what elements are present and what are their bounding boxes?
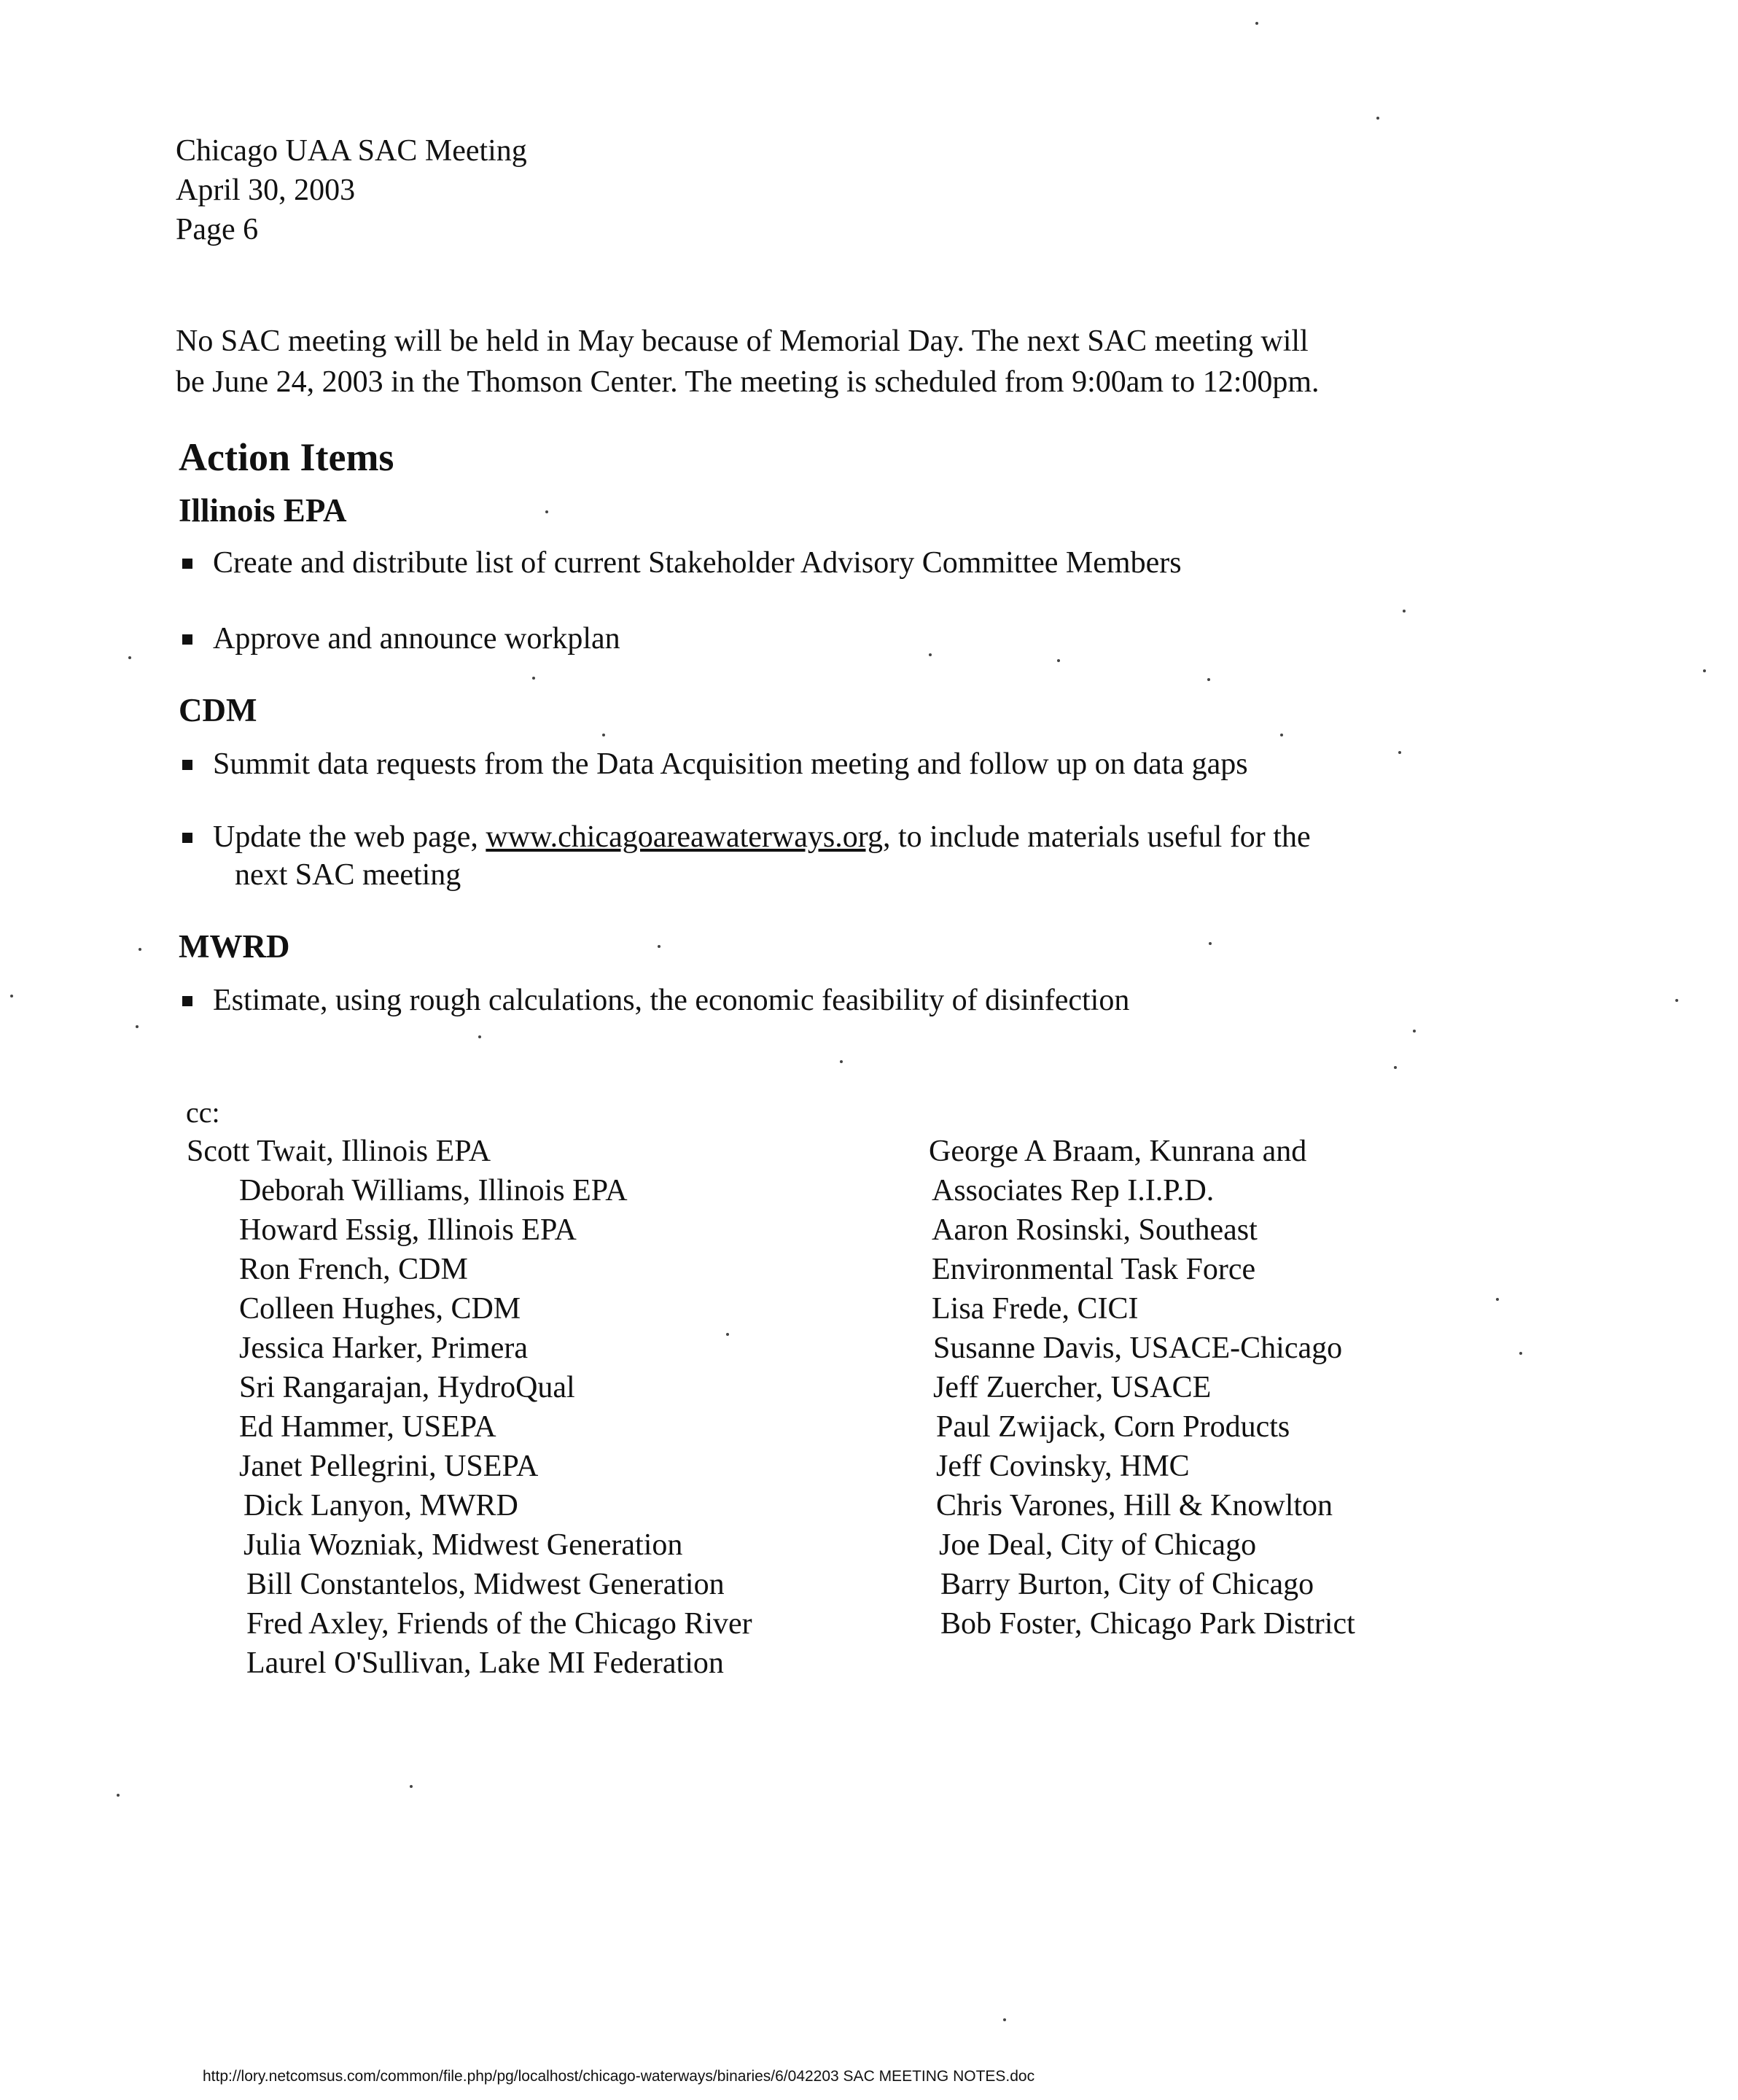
list-item-text: Summit data requests from the Data Acquisition meeting and follow up on data gaps bbox=[213, 747, 1248, 781]
scan-speck bbox=[117, 1794, 120, 1797]
cc-recipient: Sri Rangarajan, HydroQual bbox=[239, 1371, 575, 1404]
scan-speck bbox=[1496, 1298, 1499, 1301]
list-item bbox=[182, 980, 1129, 1021]
scan-speck bbox=[1703, 669, 1706, 672]
list-item bbox=[182, 817, 1311, 858]
scan-speck bbox=[1376, 117, 1379, 120]
cc-recipient: Ron French, CDM bbox=[239, 1253, 468, 1286]
cc-recipient: Susanne Davis, USACE-Chicago bbox=[933, 1331, 1343, 1365]
list-item bbox=[182, 744, 1248, 785]
scan-speck bbox=[545, 510, 548, 513]
scan-speck bbox=[1207, 678, 1210, 681]
scan-speck bbox=[1413, 1030, 1416, 1032]
scan-speck bbox=[1209, 942, 1212, 945]
cc-recipient: Jessica Harker, Primera bbox=[239, 1331, 528, 1365]
cc-recipient: Jeff Covinsky, HMC bbox=[936, 1450, 1190, 1483]
cc-recipient: George A Braam, Kunrana and bbox=[929, 1135, 1307, 1168]
scan-speck bbox=[1280, 734, 1283, 736]
cc-recipient: Paul Zwijack, Corn Products bbox=[936, 1410, 1290, 1444]
cc-recipient: Ed Hammer, USEPA bbox=[239, 1410, 496, 1444]
list-item-text: Create and distribute list of current Stakeholder Advisory Committee Members bbox=[213, 546, 1182, 580]
scan-speck bbox=[1398, 751, 1401, 754]
mwrd-heading: MWRD bbox=[179, 928, 290, 965]
cc-recipient: Dick Lanyon, MWRD bbox=[243, 1489, 518, 1522]
intro-line-1: No SAC meeting will be held in May because of Memorial Day. The next SAC meeting will bbox=[176, 324, 1309, 358]
website-link[interactable]: www.chicagoareawaterways.org bbox=[486, 820, 883, 854]
document-date: April 30, 2003 bbox=[176, 174, 356, 207]
cc-label: cc: bbox=[186, 1096, 220, 1129]
bullet-icon bbox=[182, 833, 192, 843]
scan-speck bbox=[478, 1035, 481, 1038]
cc-recipient: Fred Axley, Friends of the Chicago River bbox=[246, 1607, 752, 1641]
bullet-icon bbox=[182, 634, 192, 645]
document-title: Chicago UAA SAC Meeting bbox=[176, 134, 527, 168]
scan-speck bbox=[840, 1060, 843, 1063]
footer-url: http://lory.netcomsus.com/common/file.php/pg/localhost/chicago-waterways/binaries/6/042203 SAC MEETING NOTES.doc bbox=[203, 2068, 1035, 2085]
bullet-icon bbox=[182, 559, 192, 569]
scan-speck bbox=[1675, 999, 1678, 1002]
page-number: Page 6 bbox=[176, 213, 259, 246]
scan-speck bbox=[658, 945, 660, 948]
scan-speck bbox=[1057, 659, 1060, 662]
cc-recipient: Laurel O'Sullivan, Lake MI Federation bbox=[246, 1646, 724, 1680]
cc-recipient: Bill Constantelos, Midwest Generation bbox=[246, 1568, 725, 1601]
illinois-epa-heading: Illinois EPA bbox=[179, 492, 347, 529]
bullet-icon bbox=[182, 760, 192, 770]
cc-recipient: Lisa Frede, CICI bbox=[932, 1292, 1139, 1326]
action-items-heading: Action Items bbox=[179, 435, 394, 479]
cc-recipient: Bob Foster, Chicago Park District bbox=[940, 1607, 1355, 1641]
list-item-text-prefix: Update the web page, bbox=[213, 820, 486, 854]
scan-speck bbox=[1255, 22, 1258, 25]
scan-speck bbox=[139, 948, 141, 951]
scan-speck bbox=[1403, 610, 1406, 612]
cc-recipient: Jeff Zuercher, USACE bbox=[933, 1371, 1212, 1404]
scan-speck bbox=[532, 677, 535, 680]
cc-recipient: Scott Twait, Illinois EPA bbox=[187, 1135, 491, 1168]
scan-speck bbox=[1394, 1066, 1397, 1069]
list-item bbox=[182, 618, 620, 659]
cc-recipient: Joe Deal, City of Chicago bbox=[939, 1528, 1257, 1562]
cc-recipient: Julia Wozniak, Midwest Generation bbox=[243, 1528, 683, 1562]
scan-speck bbox=[1003, 2018, 1006, 2021]
cc-recipient: Aaron Rosinski, Southeast bbox=[932, 1213, 1258, 1247]
list-item-text-suffix: , to include materials useful for the bbox=[882, 820, 1311, 854]
scan-speck bbox=[726, 1333, 729, 1336]
cc-recipient: Deborah Williams, Illinois EPA bbox=[239, 1174, 628, 1208]
cdm-heading: CDM bbox=[179, 692, 257, 728]
scan-speck bbox=[602, 734, 605, 736]
cc-recipient: Janet Pellegrini, USEPA bbox=[239, 1450, 539, 1483]
list-item-continuation: next SAC meeting bbox=[235, 858, 461, 892]
bullet-icon bbox=[182, 996, 192, 1006]
cc-recipient: Colleen Hughes, CDM bbox=[239, 1292, 521, 1326]
intro-line-2: be June 24, 2003 in the Thomson Center. The meeting is scheduled from 9:00am to 12:00pm. bbox=[176, 365, 1320, 399]
list-item-text: Estimate, using rough calculations, the economic feasibility of disinfection bbox=[213, 984, 1130, 1017]
list-item bbox=[182, 542, 1182, 583]
scan-speck bbox=[1519, 1352, 1522, 1355]
scan-speck bbox=[410, 1785, 413, 1788]
cc-recipient: Associates Rep I.I.P.D. bbox=[932, 1174, 1215, 1208]
list-item-text: Approve and announce workplan bbox=[213, 622, 620, 656]
cc-recipient: Chris Varones, Hill & Knowlton bbox=[936, 1489, 1333, 1522]
cc-recipient: Barry Burton, City of Chicago bbox=[940, 1568, 1314, 1601]
scan-speck bbox=[136, 1025, 139, 1028]
cc-recipient: Environmental Task Force bbox=[932, 1253, 1256, 1286]
cc-recipient: Howard Essig, Illinois EPA bbox=[239, 1213, 577, 1247]
scan-speck bbox=[128, 656, 131, 659]
scan-speck bbox=[929, 653, 932, 656]
scan-speck bbox=[10, 995, 13, 998]
